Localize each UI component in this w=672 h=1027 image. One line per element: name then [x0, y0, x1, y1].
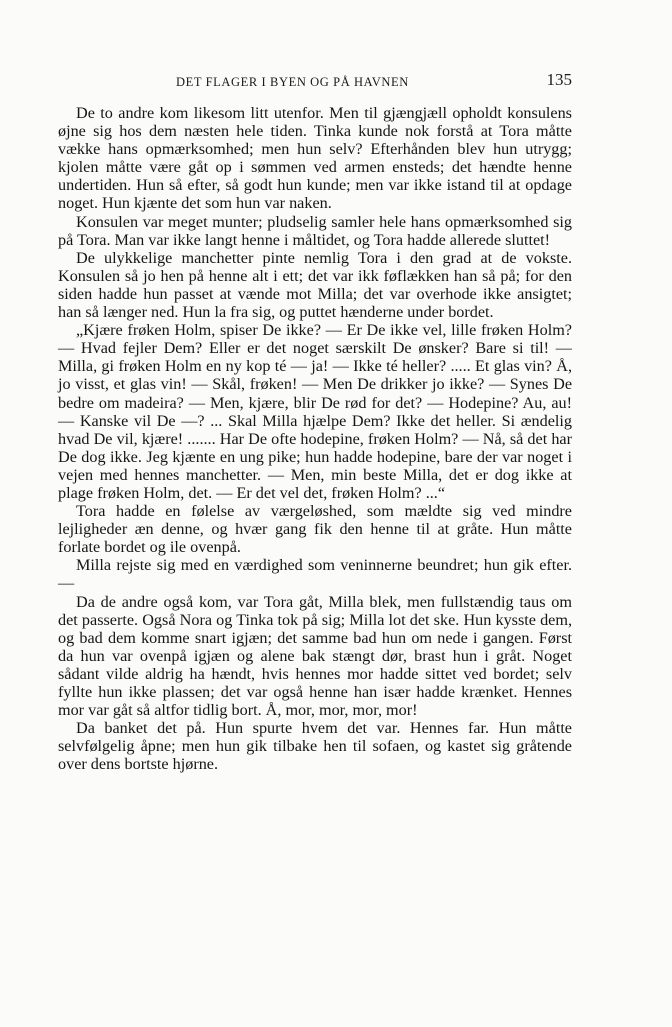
page-number: 135 — [546, 70, 572, 89]
paragraph: Da de andre også kom, var Tora gåt, Milla blek, men fullstændig taus om det passerte. Også Nora og Tinka tok på sig; Milla lot det ske. Hun kysste dem, og bad dem komme snart igjæn; det samme bad hun om nede i gangen. Først da hun var ovenpå igjæn og alene bak stængt dør, brast hun i gråt. Noget sådant vilde aldrig ha hændt, hvis hennes mor hadde sittet ved bordet; selv fyllte hun ikke plassen; det var også henne han især hadde krænket. Hennes mor var gåt så altfor tidlig bort. Å, mor, mor, mor, mor! — [58, 592, 572, 720]
body-text — [58, 104, 572, 773]
running-title: DET FLAGER I BYEN OG PÅ HAVNEN — [176, 75, 409, 89]
paragraph: De to andre kom likesom litt utenfor. Men til gjængjæll opholdt konsulens øjne sig hos dem næsten hele tiden. Tinka kunde nok forstå at Tora måtte vække hans opmærksomhed; men hun selv? Efterhånden blev hun utrygg; kjolen måtte være gåt op i sømmen ved armen ensteds; det hændte henne undertiden. Hun så efter, så godt hun kunde; men var ikke istand til at opdage noget. Hun kjænte det som hun var naken. — [58, 104, 572, 213]
page-header — [58, 70, 572, 92]
paragraph: Milla rejste sig med en værdighed som veninnerne beundret; hun gik efter. — — [58, 556, 572, 593]
paragraph: Tora hadde en følelse av værgeløshed, som mældte sig ved mindre lejligheder æn denne, og hvær gang fik den henne til at gråte. Hun måtte forlate bordet og ile ovenpå. — [58, 502, 572, 557]
paragraph: „Kjære frøken Holm, spiser De ikke? — Er De ikke vel, lille frøken Holm? — Hvad fejler Dem? Eller er det noget særskilt De ønsker? Bare si til! — Milla, gi frøken Holm en ny kop té — ja! — Ikke té heller? ..... Et glas vin? Å, jo visst, et glas vin! — Skål, frøken! — Men De drikker jo ikke? — Synes De bedre om madeira? — Men, kjære, blir De rød for det? — Hodepine? Au, au! — Kanske vil De —? ... Skal Milla hjælpe Dem? Ikke det heller. Si ændelig hvad De vil, kjære! ....... Har De ofte hodepine, frøken Holm? — Nå, så det har De dog ikke. Jeg kjænte en ung pike; hun hadde hodepine, bare der var noget i vejen med hennes manchetter. — Men, min beste Milla, det er dog ikke at plage frøken Holm, det. — Er det vel det, frøken Holm? ...“ — [58, 321, 572, 502]
paragraph: Da banket det på. Hun spurte hvem det var. Hennes far. Hun måtte selvfølgelig åpne; men hun gik tilbake hen til sofaen, og kastet sig gråtende over dens bortste hjørne. — [58, 719, 572, 774]
paragraph: Konsulen var meget munter; pludselig samler hele hans opmærksomhed sig på Tora. Man var ikke langt henne i måltidet, og Tora hadde allerede sluttet! — [58, 212, 572, 249]
paragraph: De ulykkelige manchetter pinte nemlig Tora i den grad at de vokste. Konsulen så jo hen på henne alt i ett; det var ikk føflækken han så på; for den siden hadde hun passet at vænde mot Milla; det var overhode ikke ansigtet; han så længer ned. Hun la fra sig, og puttet hænderne under bordet. — [58, 248, 572, 322]
